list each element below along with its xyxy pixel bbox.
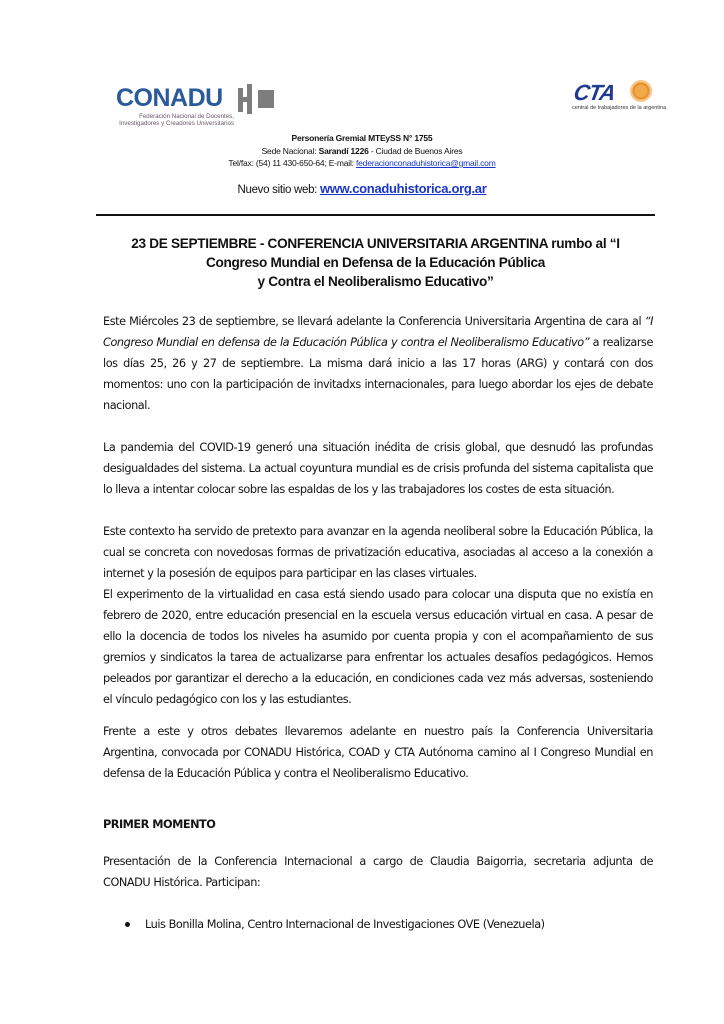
paragraph-intro (103, 311, 653, 416)
sun-icon (630, 80, 652, 102)
paragraph-conference: Frente a este y otros debates llevaremos adelante en nuestro país la Conferencia Universitaria Argentina, convocada por CONADU Histórica, COAD y CTA Autónoma camino al I Congreso Mundial en defensa de la Educación Pública y contra el Neoliberalismo Educativo. (103, 725, 653, 780)
cta-logo (570, 80, 670, 120)
cta-logo-subtitle: central de trabajadores de la argentina (572, 105, 667, 111)
conadu-logo-h-icon (238, 84, 274, 114)
participant-item (103, 914, 663, 935)
paragraph-presentation: Presentación de la Conferencia Internacional a cargo de Claudia Baigorria, secretaria adjunta de CONADU Histórica. Participan: (103, 855, 653, 889)
contact-label: Tel/fax: (54) 11 430-650-64; E-mail: (228, 158, 356, 168)
intro-congress-name: “I Congreso Mundial en defensa de la Educación Pública y contra el Neoliberalismo Educativo” (103, 315, 653, 349)
title-line-2: Congreso Mundial en Defensa de la Educación Pública (206, 255, 545, 270)
header-divider (96, 214, 655, 216)
section-heading-primer-momento: PRIMER MOMENTO (103, 818, 216, 831)
conadu-logo (112, 82, 282, 132)
paragraph-context-part1: Este contexto ha servido de pretexto para avanzar en la agenda neoliberal sobre la Educación Pública, la cual se concreta con novedosas formas de privatización educativa, asociadas al acceso a la conexión a internet y la posesión de equipos para participar en las clases virtuales. (103, 525, 653, 580)
website-label: Nuevo sitio web: (237, 184, 320, 196)
sede-address: Sarandí 1226 (318, 146, 369, 156)
paragraph-context (103, 521, 653, 710)
sede-city: - Ciudad de Buenos Aires (368, 146, 463, 156)
website-link[interactable]: www.conaduhistorica.org.ar (319, 181, 487, 196)
conadu-subtitle-line1: Federación Nacional de Docentes, (139, 113, 234, 120)
email-link[interactable]: federacionconaduhistorica@gmail.com (355, 158, 496, 168)
title-line-3: y Contra el Neoliberalismo Educativo” (257, 274, 494, 289)
paragraph-pandemic: La pandemia del COVID-19 generó una situación inédita de crisis global, que desnudó las profundas desigualdades del sistema. La actual coyuntura mundial es de crisis profunda del sistema capitalista que lo lleva a intentar colocar sobre las espaldas de los y las trabajadores los costes de esta situación. (103, 441, 653, 496)
participants-list (103, 914, 663, 935)
conadu-logo-subtitle (112, 113, 234, 127)
cta-logo-wordmark: CTA (571, 80, 617, 105)
conadu-subtitle-line2: Investigadores y Creadores Universitarios (119, 120, 234, 127)
document-title (96, 234, 655, 291)
intro-text-end: a realizarse los días 25, 26 y 27 de septiembre. La misma dará inicio a las 17 horas (ARG) y contará con dos momentos: uno con la participación de invitadxs internacionales, para luego abordar los ejes de debate nacional. (103, 336, 653, 412)
bullet-icon (125, 922, 130, 927)
sede-label: Sede Nacional: (261, 146, 319, 156)
title-line-1: 23 DE SEPTIEMBRE - CONFERENCIA UNIVERSITARIA ARGENTINA rumbo al “I (131, 236, 620, 251)
contact-info (0, 158, 724, 168)
personeria-gremial: Personería Gremial MTEySS N° 1755 (291, 133, 433, 143)
paragraph-context-part2: El experimento de la virtualidad en casa está siendo usado para colocar una disputa que no existía en febrero de 2020, entre educación presencial en la escuela versus educación virtual en casa. A pesar de ello la docencia de todos los niveles ha asumido por cuenta propia y con el acompañamiento de sus gremios y sindicatos la tarea de actualizarse para enfrentar los actuales desafíos pedagógicos. Hemos peleados por garantizar el derecho a la educación, en condiciones cada vez más adversas, sosteniendo el vínculo pedagógico con los y las estudiantes. (103, 588, 653, 706)
sede-nacional (0, 146, 724, 156)
website-info (0, 181, 724, 196)
conadu-logo-wordmark: CONADU (116, 84, 223, 112)
participant-name: Luis Bonilla Molina, Centro Internacional de Investigaciones OVE (Venezuela) (145, 918, 545, 931)
intro-text-start: Este Miércoles 23 de septiembre, se llevará adelante la Conferencia Universitaria Argentina de cara al (103, 315, 645, 328)
